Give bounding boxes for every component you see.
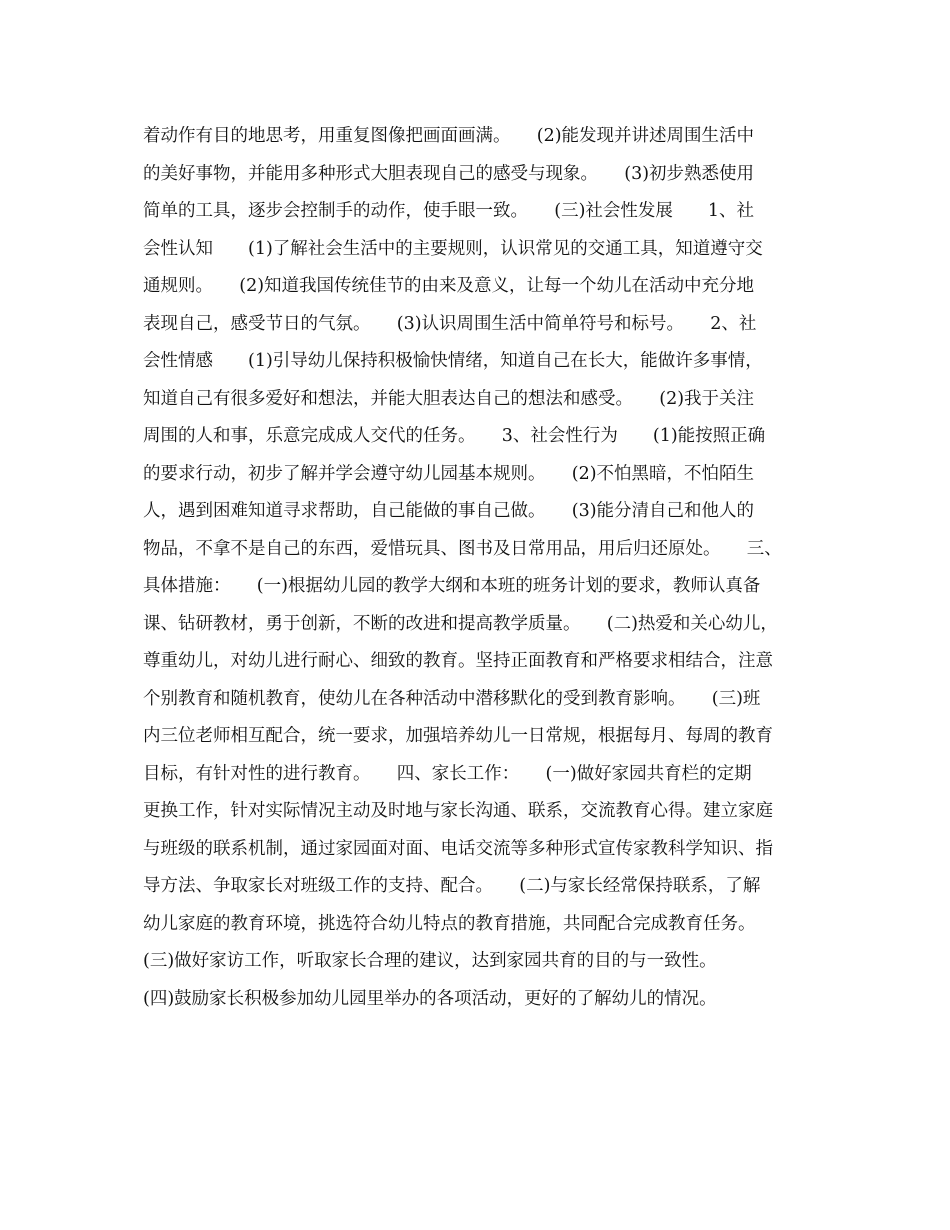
text-line: 物品，不拿不是自己的东西，爱惜玩具、图书及日常用品，用后归还原处。 三、 bbox=[143, 538, 782, 559]
text-line: (三)做好家访工作，听取家长合理的建议，达到家园共育的目的与一致性。 bbox=[143, 951, 717, 971]
text-line: 课、钻研教材，勇于创新，不断的改进和提高教学质量。 (二)热爱和关心幼儿， bbox=[143, 613, 778, 634]
text-line: 更换工作，针对实际情况主动及时地与家长沟通、联系，交流教育心得。建立家庭 bbox=[143, 801, 773, 821]
text-line: 个别教育和随机教育，使幼儿在各种活动中潜移默化的受到教育影响。 (三)班 bbox=[143, 688, 761, 709]
text-line: 具体措施： (一)根据幼儿园的教学大纲和本班的班务计划的要求，教师认真备 bbox=[143, 576, 761, 596]
text-line: 内三位老师相互配合，统一要求，加强培养幼儿一日常规，根据每月、每周的教育 bbox=[143, 726, 773, 746]
text-line: (四)鼓励家长积极参加幼儿园里举办的各项活动，更好的了解幼儿的情况。 bbox=[143, 988, 717, 1009]
text-line: 简单的工具，逐步会控制手的动作，使手眼一致。 (三)社会性发展 1、社 bbox=[143, 201, 755, 221]
text-line: 周围的人和事，乐意完成成人交代的任务。 3、社会性行为 (1)能按照正确 bbox=[143, 426, 766, 446]
text-line: 尊重幼儿，对幼儿进行耐心、细致的教育。坚持正面教育和严格要求相结合，注意 bbox=[143, 651, 773, 671]
text-line: 人，遇到困难知道寻求帮助，自己能做的事自己做。 (3)能分清自己和他人的 bbox=[143, 501, 755, 521]
text-line: 目标，有针对性的进行教育。 四、家长工作： (一)做好家园共育栏的定期 bbox=[143, 763, 752, 784]
text-line: 导方法、争取家长对班级工作的支持、配合。 (二)与家长经常保持联系，了解 bbox=[143, 876, 761, 896]
text-line: 表现自己，感受节日的气氛。 (3)认识周围生活中简单符号和标号。 2、社 bbox=[143, 313, 757, 334]
body-text bbox=[143, 118, 833, 1018]
text-line: 与班级的联系机制，通过家园面对面、电话交流等多种形式宣传家教科学知识、指 bbox=[143, 838, 773, 859]
text-line: 幼儿家庭的教育环境，挑选符合幼儿特点的教育措施，共同配合完成教育任务。 bbox=[143, 913, 756, 934]
text-line: 知道自己有很多爱好和想法，并能大胆表达自己的想法和感受。 (2)我于关注 bbox=[143, 388, 755, 409]
text-line: 的要求行动，初步了解并学会遵守幼儿园基本规则。 (2)不怕黑暗，不怕陌生 bbox=[143, 463, 755, 484]
text-line: 的美好事物，并能用多种形式大胆表现自己的感受与现象。 (3)初步熟悉使用 bbox=[143, 163, 755, 184]
text-line: 通规则。 (2)知道我国传统佳节的由来及意义，让每一个幼儿在活动中充分地 bbox=[143, 276, 755, 296]
text-line: 会性情感 (1)引导幼儿保持积极愉快情绪，知道自己在长大，能做许多事情， bbox=[143, 351, 763, 371]
text-line: 会性认知 (1)了解社会生活中的主要规则，认识常见的交通工具，知道遵守交 bbox=[143, 238, 763, 259]
text-line: 着动作有目的地思考，用重复图像把画面画满。 (2)能发现并讲述周围生活中 bbox=[143, 126, 755, 146]
